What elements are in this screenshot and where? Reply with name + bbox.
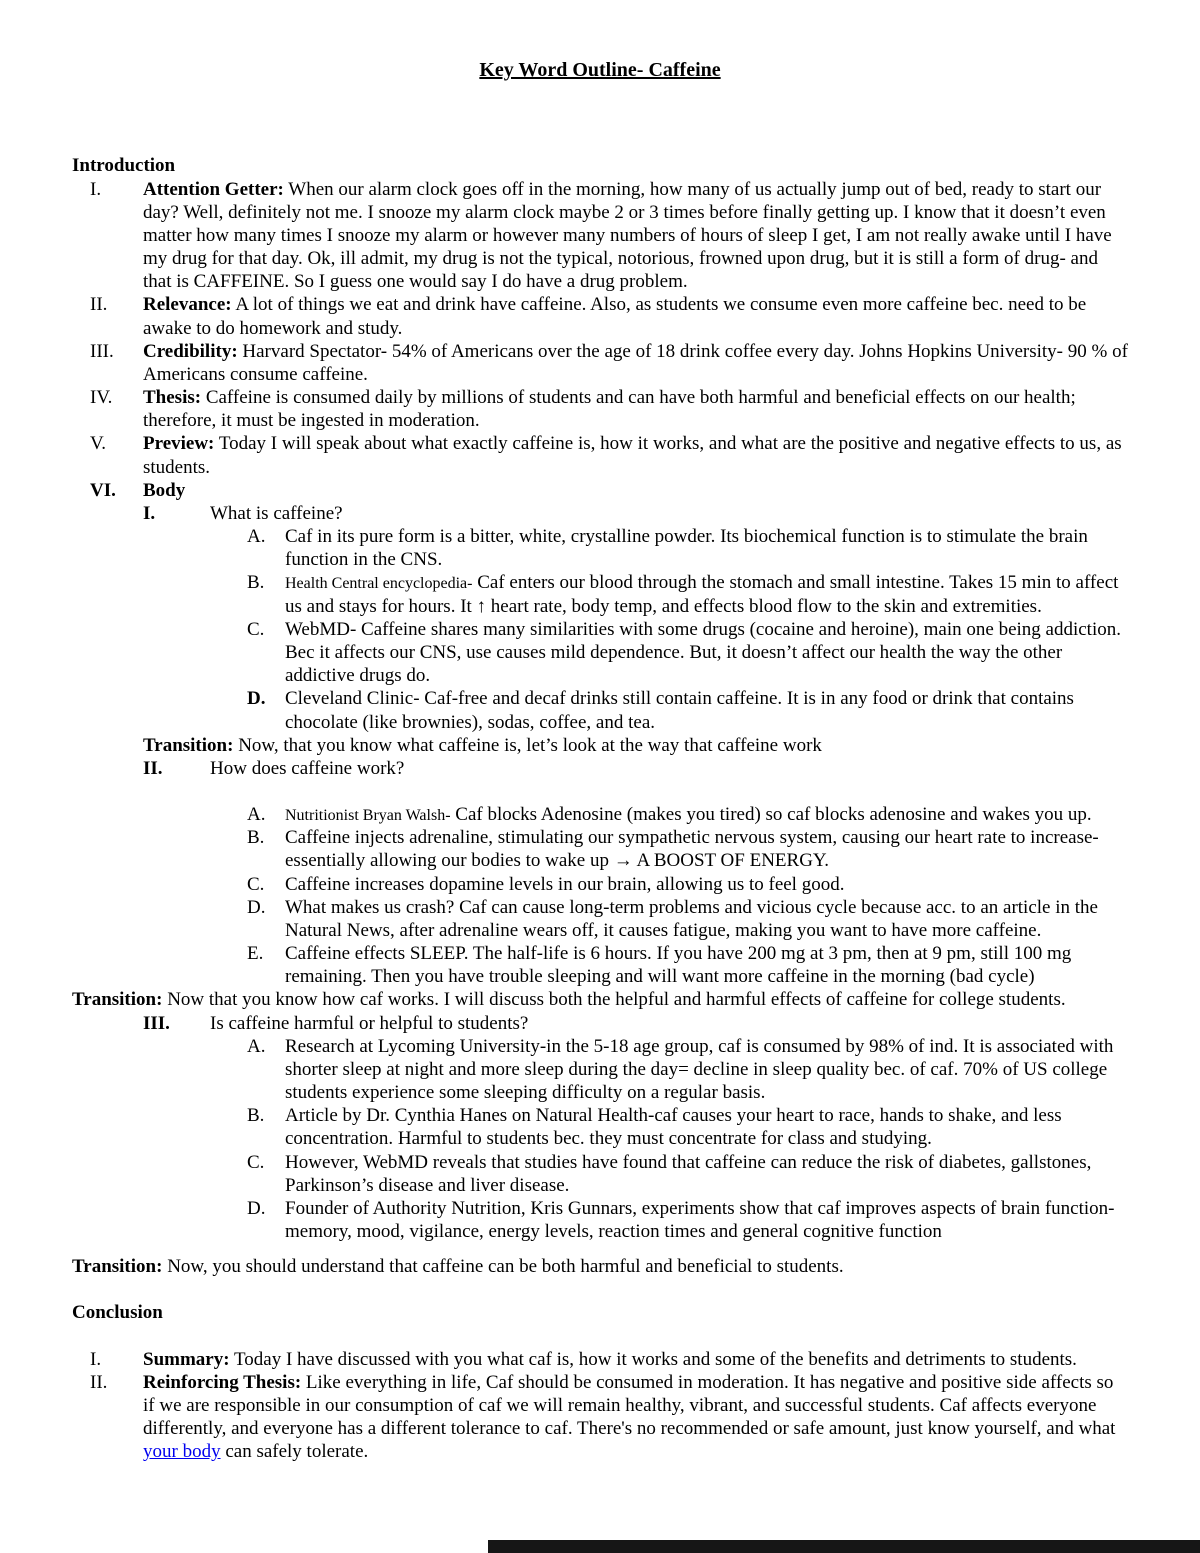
point-letter: E. (247, 943, 264, 965)
point-text: Research at Lycoming University-in the 5-18 age group, caf is consumed by 98% of ind. It is associated with shorter sleep at night and more sleep during the day= decline in sleep quality bec. of caf. 70% of US college students experience some sleeping difficulty on a regular basis. (285, 1035, 1114, 1104)
section-question: What is caffeine? (210, 502, 343, 524)
item-label: Thesis: (143, 387, 202, 409)
point-2a (72, 803, 1128, 826)
introduction-heading: Introduction (72, 155, 176, 177)
item-number: I. (90, 1348, 102, 1370)
item-text (143, 1371, 1128, 1464)
point-1b (72, 571, 1128, 617)
item-number: II. (90, 1371, 108, 1393)
transition-label: Transition: (72, 989, 163, 1011)
item-body: Caffeine is consumed daily by millions of students and can have both harmful and beneficial effects on our health; therefore, it must be ingested in moderation. (143, 387, 1076, 432)
transition-text: Now, you should understand that caffeine can be both harmful and beneficial to students. (167, 1256, 844, 1278)
item-body: Like everything in life, Caf should be consumed in moderation. It has negative and positive side affects so if we are responsible in our consumption of caf we will remain healthy, vibrant, and successful students. Caf affects everyone differently, and everyone has a different tolerance to caf. There's no recommended or safe amount, just know yourself, and what (143, 1371, 1116, 1440)
item-body: Today I will speak about what exactly caffeine is, how it works, and what are the positive and negative effects to us, as students. (143, 433, 1122, 478)
point-body: Caf blocks Adenosine (makes you tired) so caf blocks adenosine and wakes you up. (455, 804, 1092, 826)
point-letter: D. (247, 896, 266, 918)
point-letter: A. (247, 526, 266, 548)
transition-label: Transition: (143, 734, 234, 756)
point-2e (72, 942, 1128, 988)
body-section-3 (72, 1012, 1128, 1035)
item-text (143, 1348, 1128, 1371)
point-text: Cleveland Clinic- Caf-free and decaf drinks still contain caffeine. It is in any food or drink that contains chocolate (like brownies), sodas, coffee, and tea. (285, 688, 1074, 733)
transition-3 (72, 1255, 1128, 1278)
item-label: Attention Getter: (143, 178, 284, 200)
point-2c (72, 873, 1128, 896)
point-letter: A. (247, 804, 266, 826)
point-2d (72, 896, 1128, 942)
item-number: IV. (90, 387, 113, 409)
item-number: III. (90, 340, 114, 362)
point-text: Article by Dr. Cynthia Hanes on Natural Health-caf causes your heart to race, hands to shake, and less concentration. Harmful to students bec. they must concentrate for class and studying. (285, 1105, 1062, 1150)
point-1a (72, 525, 1128, 571)
point-text: WebMD- Caffeine shares many similarities with some drugs (cocaine and heroine), main one being addiction. Bec it affects our CNS, use causes mild dependence. But, it doesn’t affect our health the way the other addictive drugs do. (285, 618, 1121, 687)
point-text (285, 571, 1128, 617)
source-lead: Health Central encyclopedia- (285, 575, 473, 593)
transition-text: Now, that you know what caffeine is, let’s look at the way that caffeine work (238, 734, 822, 756)
point-text: Founder of Authority Nutrition, Kris Gunnars, experiments show that caf improves aspects of brain function- memory, mood, vigilance, energy levels, reaction times and general cognitive function (285, 1197, 1115, 1243)
item-body: Harvard Spectator- 54% of Americans over the age of 18 drink coffee every day. Johns Hopkins University- 90 % of Americans consume caffeine. (143, 340, 1128, 385)
item-label: Body (143, 479, 186, 501)
item-text (143, 432, 1128, 478)
outline-item-relevance (72, 293, 1128, 339)
point-3b (72, 1104, 1128, 1150)
section-question: Is caffeine harmful or helpful to students? (210, 1012, 529, 1034)
item-label: Relevance: (143, 294, 232, 316)
item-text (143, 386, 1128, 432)
point-letter: D. (247, 1197, 266, 1219)
point-letter: B. (247, 827, 265, 849)
conclusion-heading: Conclusion (72, 1302, 163, 1324)
transition-2 (72, 988, 1128, 1011)
point-letter: C. (247, 873, 265, 895)
bottom-bar (488, 1540, 1200, 1553)
outline-item-attention-getter (72, 178, 1128, 294)
point-3d (72, 1197, 1128, 1243)
section-number: II. (143, 757, 163, 779)
point-letter: D. (247, 688, 266, 710)
conclusion-item-summary (72, 1348, 1128, 1371)
section-number: I. (143, 502, 156, 524)
item-text (143, 340, 1128, 386)
point-text: What makes us crash? Caf can cause long-term problems and vicious cycle because acc. to an article in the Natural News, after adrenaline wears off, it causes fatigue, making you want to have more caffeine. (285, 896, 1098, 941)
source-lead: Nutritionist Bryan Walsh- (285, 807, 451, 825)
transition-text: Now that you know how caf works. I will discuss both the helpful and harmful effects of caffeine for college students. (167, 989, 1066, 1011)
outline-item-body-heading (72, 479, 1128, 502)
conclusion-item-reinforcing-thesis (72, 1371, 1128, 1464)
point-2b (72, 826, 1128, 872)
point-3c (72, 1151, 1128, 1197)
body-section-2 (72, 757, 1128, 780)
item-body: When our alarm clock goes off in the morning, how many of us actually jump out of bed, ready to start our day? Well, definitely not me. I snooze my alarm clock maybe 2 or 3 times before finally getting up. I know that it doesn’t even matter how many times I snooze my alarm or however many numbers of hours of sleep I get, I am not really awake until I have my drug for that day. Ok, ill admit, my drug is not the typical, notorious, frowned upon drug, but it is still a form of drug- and that is CAFFEINE. So I guess one would say I do have a drug problem. (143, 178, 1112, 293)
body-section-1 (72, 502, 1128, 525)
item-text (143, 293, 1128, 339)
item-body-after-link: can safely tolerate. (225, 1441, 369, 1463)
transition-1 (72, 734, 1128, 757)
item-body: A lot of things we eat and drink have caffeine. Also, as students we consume even more caffeine bec. need to be awake to do homework and study. (143, 294, 1087, 339)
item-label: Reinforcing Thesis: (143, 1371, 302, 1393)
your-body-link[interactable]: your body (143, 1441, 221, 1463)
point-letter: C. (247, 1151, 265, 1173)
item-number: VI. (90, 479, 116, 501)
point-text: Caffeine effects SLEEP. The half-life is 6 hours. If you have 200 mg at 3 pm, then at 9 pm, still 100 mg remaining. Then you have trouble sleeping and will want more caffeine in the morning (bad cycle) (285, 943, 1072, 988)
outline-item-credibility (72, 340, 1128, 386)
point-letter: A. (247, 1035, 266, 1057)
section-question: How does caffeine work? (210, 757, 405, 779)
point-3a (72, 1035, 1128, 1105)
item-label: Credibility: (143, 340, 238, 362)
item-body: Today I have discussed with you what caf is, how it works and some of the benefits and detriments to students. (233, 1348, 1077, 1370)
point-1d (72, 687, 1128, 733)
item-number: II. (90, 294, 108, 316)
point-letter: B. (247, 572, 265, 594)
item-text (143, 178, 1128, 294)
point-letter: C. (247, 618, 265, 640)
point-letter: B. (247, 1105, 265, 1127)
item-label: Summary: (143, 1348, 230, 1370)
section-number: III. (143, 1012, 170, 1034)
document-title: Key Word Outline- Caffeine (479, 59, 721, 81)
point-text (285, 803, 1128, 826)
item-number: V. (90, 433, 107, 455)
outline-item-preview (72, 432, 1128, 478)
item-label: Preview: (143, 433, 215, 455)
point-1c (72, 618, 1128, 688)
point-text: Caffeine injects adrenaline, stimulating our sympathetic nervous system, causing our heart rate to increase- essentially allowing our bodies to wake up → A BOOST OF ENERGY. (285, 827, 1099, 872)
point-text: Caffeine increases dopamine levels in our brain, allowing us to feel good. (285, 873, 845, 895)
point-text: Caf in its pure form is a bitter, white, crystalline powder. Its biochemical function is to stimulate the brain function in the CNS. (285, 526, 1088, 571)
outline-item-thesis (72, 386, 1128, 432)
point-body: Caf enters our blood through the stomach and small intestine. Takes 15 min to affect us and stays for hours. It ↑ heart rate, body temp, and effects blood flow to the skin and extremities. (285, 572, 1119, 617)
item-number: I. (90, 178, 102, 200)
transition-label: Transition: (72, 1256, 163, 1278)
point-text: However, WebMD reveals that studies have found that caffeine can reduce the risk of diabetes, gallstones, Parkinson’s disease and liver disease. (285, 1151, 1092, 1196)
